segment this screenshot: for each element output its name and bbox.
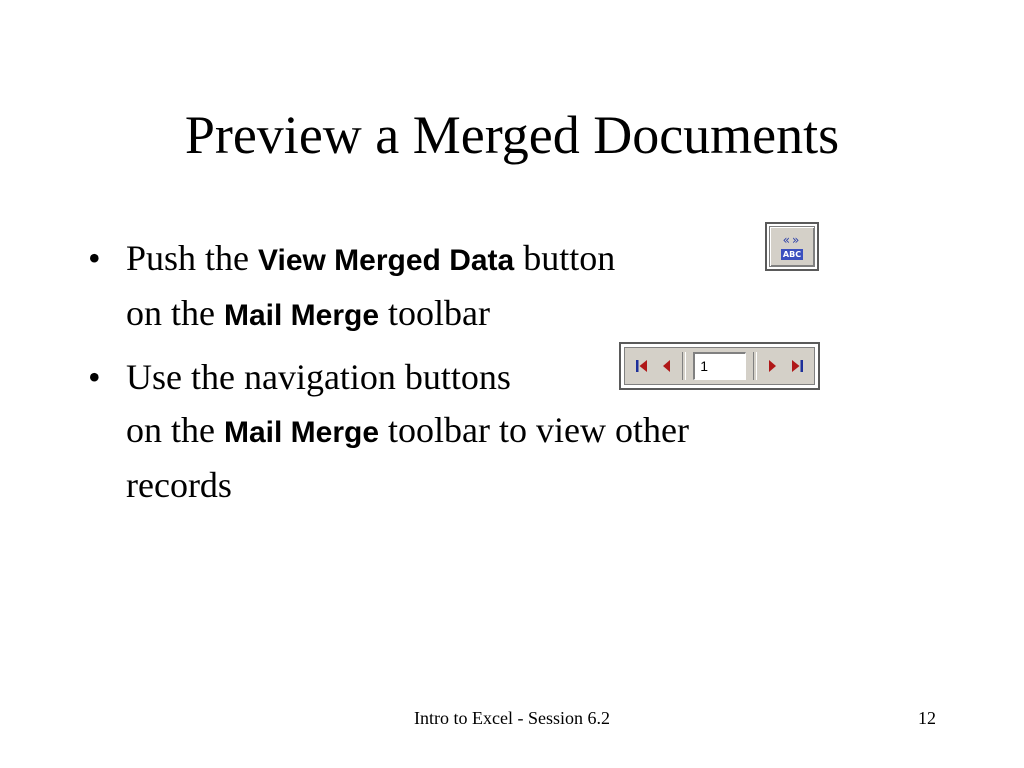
- first-record-icon: [635, 359, 649, 373]
- last-record-button[interactable]: [785, 351, 810, 381]
- last-record-icon: [790, 359, 804, 373]
- button-name: View Merged Data: [258, 244, 515, 277]
- bullet-line: [126, 287, 615, 342]
- record-navigation-toolbar: [619, 342, 820, 390]
- page-number: 12: [918, 708, 936, 728]
- text-run: on the: [126, 410, 224, 450]
- toolbar-name: Mail Merge: [223, 299, 380, 332]
- text-run: toolbar: [379, 293, 491, 333]
- bullet-line: Use the navigation buttons: [126, 357, 511, 397]
- text-run: toolbar to view other: [379, 410, 689, 450]
- next-record-icon: [765, 359, 779, 373]
- text-run: on the: [126, 293, 224, 333]
- text-run: button: [514, 238, 616, 278]
- bullet-text: [126, 351, 689, 512]
- toolbar-divider: [753, 352, 757, 380]
- abc-label: ABC: [782, 249, 802, 259]
- bullet-mark: •: [88, 238, 101, 278]
- slide-title: Preview a Merged Documents: [184, 105, 840, 165]
- text-run: Push the: [126, 238, 259, 278]
- bullet-line: [126, 232, 615, 287]
- navigation-buttons: [624, 347, 815, 385]
- toolbar-name: Mail Merge: [223, 416, 380, 449]
- previous-record-button[interactable]: [654, 351, 679, 381]
- view-merged-data-button[interactable]: [765, 222, 819, 271]
- chevrons-icon: «»: [782, 232, 802, 247]
- bullet-line: [126, 404, 689, 459]
- next-record-button[interactable]: [760, 351, 785, 381]
- previous-record-icon: [660, 359, 674, 373]
- bullet-mark: •: [88, 357, 101, 397]
- bullet-text: [126, 232, 615, 342]
- first-record-button[interactable]: [629, 351, 654, 381]
- footer-text: Intro to Excel - Session 6.2: [414, 708, 610, 728]
- bullet-line: records: [126, 465, 232, 505]
- view-merged-data-icon: [769, 226, 815, 267]
- toolbar-divider: [682, 352, 686, 380]
- record-number-field[interactable]: 1: [693, 352, 746, 380]
